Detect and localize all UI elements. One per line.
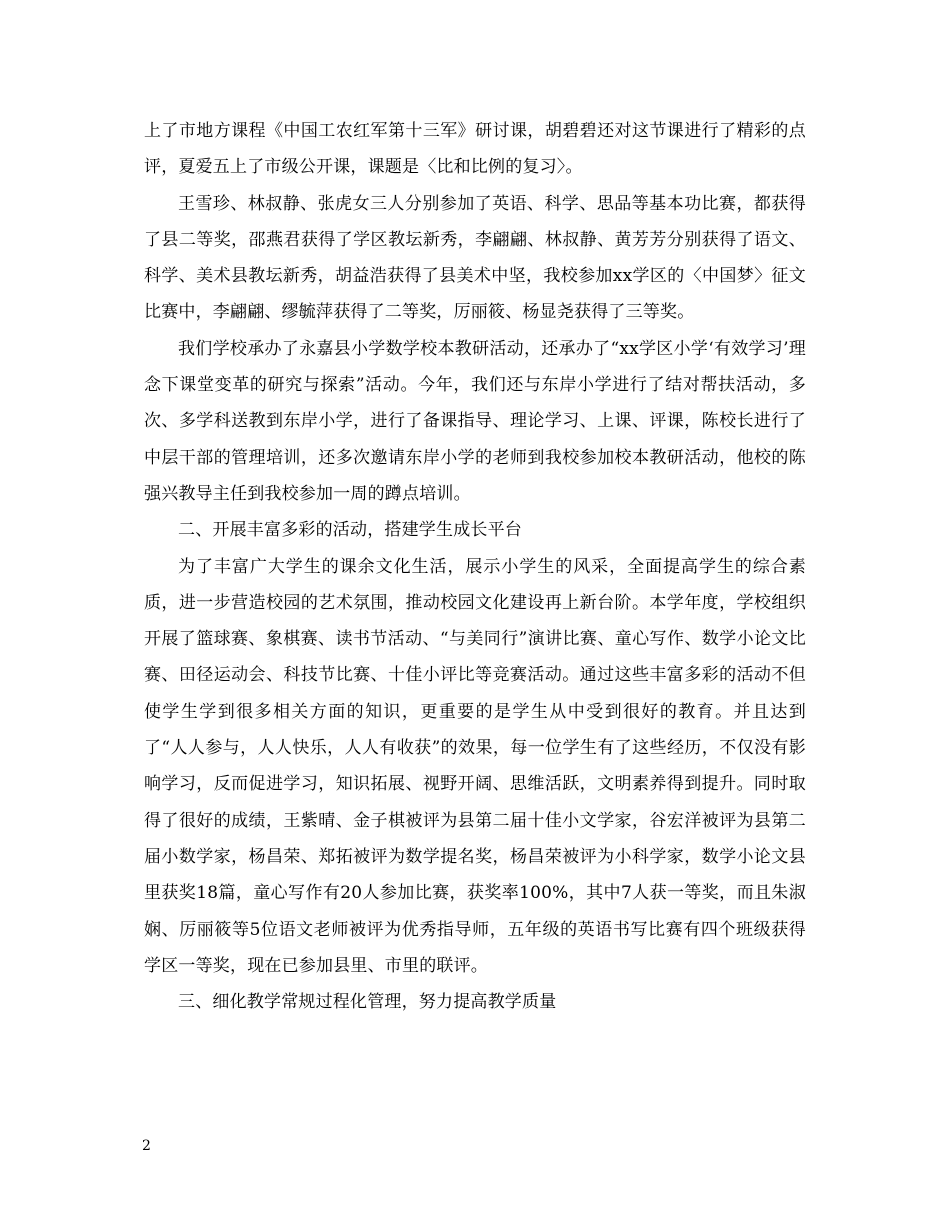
page-number: 2 — [142, 1138, 151, 1154]
section-heading-activities: 二、开展丰富多彩的活动，搭建学生成长平台 — [178, 520, 522, 541]
paragraph-awards: 王雪珍、林叔静、张虎女三人分别参加了英语、科学、思品等基本功比赛，都获得了县二等奖，邵燕君获得了学区教坛新秀，李翩翩、林叔静、黄芳芳分别获得了语文、科学、美术县教坛新秀，胡益浩获得了县美术中坚，我校参加xx学区的〈中国梦〉征文比赛中，李翩翩、缪毓萍获得了二等奖，厉丽筱、杨显尧获得了三等奖。 — [144, 193, 806, 323]
paragraph-student-activities: 为了丰富广大学生的课余文化生活，展示小学生的风采，全面提高学生的综合素质，进一步营造校园的艺术氛围，推动校园文化建设再上新台阶。本学年度，学校组织开展了篮球赛、象棋赛、读书节活动、“与美同行”演讲比赛、童心写作、数学小论文比赛、田径运动会、科技节比赛、十佳小评比等竞赛活动。通过这些丰富多彩的活动不但使学生学到很多相关方面的知识，更重要的是学生从中受到很好的教育。并且达到了“人人参与，人人快乐，人人有收获”的效果，每一位学生有了这些经历，不仅没有影响学习，反而促进学习，知识拓展、视野开阔、思维活跃，文明素养得到提升。同时取得了很好的成绩，王紫晴、金子棋被评为县第二届十佳小文学家，谷宏洋被评为县第二届小数学家，杨昌荣、郑拓被评为数学提名奖，杨昌荣被评为小科学家，数学小论文县里获奖18篇，童心写作有20人参加比赛，获奖率100%，其中7人获一等奖，而且朱淑娴、厉丽筱等5位语文老师被评为优秀指导师，五年级的英语书写比赛有四个班级获得学区一等奖，现在已参加县里、市里的联评。 — [144, 556, 806, 976]
section-heading-teaching-quality: 三、细化教学常规过程化管理，努力提高教学质量 — [178, 992, 557, 1013]
body-text — [144, 113, 806, 1020]
paragraph-research-activities: 我们学校承办了永嘉县小学数学校本教研活动，还承办了“xx学区小学‘有效学习’理念下课堂变革的研究与探索”活动。今年，我们还与东岸小学进行了结对帮扶活动，多次、多学科送教到东岸小学，进行了备课指导、理论学习、上课、评课，陈校长进行了中层干部的管理培训，还多次邀请东岸小学的老师到我校参加校本教研活动，他校的陈强兴教导主任到我校参加一周的蹲点培训。 — [144, 338, 806, 504]
paragraph-continuation: 上了市地方课程《中国工农红军第十三军》研讨课，胡碧碧还对这节课进行了精彩的点评，夏爱五上了市级公开课，课题是〈比和比例的复习〉。 — [144, 121, 806, 178]
